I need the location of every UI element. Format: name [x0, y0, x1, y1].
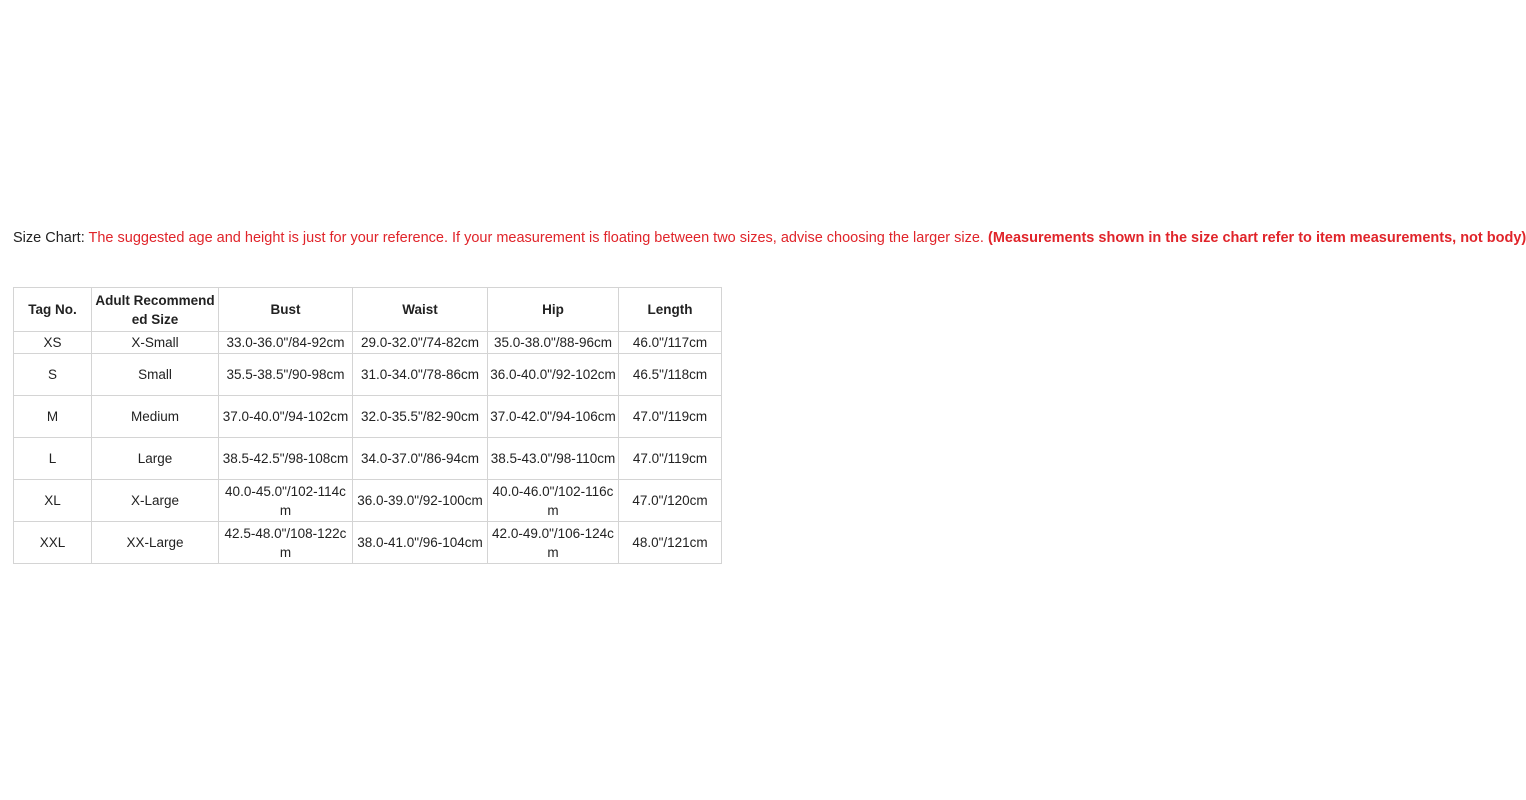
header-bust: Bust — [219, 288, 353, 332]
bust-cell: 42.5-48.0"/108-122cm — [219, 522, 353, 564]
bust-cell: 38.5-42.5"/98-108cm — [219, 438, 353, 480]
bust-cell: 35.5-38.5"/90-98cm — [219, 354, 353, 396]
hip-cell: 38.5-43.0"/98-110cm — [488, 438, 619, 480]
table-row — [14, 522, 722, 564]
waist-cell: 34.0-37.0"/86-94cm — [353, 438, 488, 480]
table-row — [14, 332, 722, 354]
header-hip: Hip — [488, 288, 619, 332]
tag-no-cell: XL — [14, 480, 92, 522]
waist-cell: 38.0-41.0"/96-104cm — [353, 522, 488, 564]
size-chart-label: Size Chart: — [13, 230, 89, 246]
recommended-size-cell: XX-Large — [92, 522, 219, 564]
size-chart-intro — [13, 222, 1526, 254]
header-length: Length — [619, 288, 722, 332]
recommended-size-cell: X-Large — [92, 480, 219, 522]
recommended-size-cell: X-Small — [92, 332, 219, 354]
waist-cell: 29.0-32.0"/74-82cm — [353, 332, 488, 354]
table-row — [14, 354, 722, 396]
hip-cell: 40.0-46.0"/102-116cm — [488, 480, 619, 522]
hip-cell: 42.0-49.0"/106-124cm — [488, 522, 619, 564]
table-row — [14, 480, 722, 522]
size-chart-table — [13, 287, 722, 564]
tag-no-cell: XS — [14, 332, 92, 354]
length-cell: 47.0"/119cm — [619, 438, 722, 480]
bust-cell: 37.0-40.0"/94-102cm — [219, 396, 353, 438]
length-cell: 48.0"/121cm — [619, 522, 722, 564]
recommended-size-cell: Large — [92, 438, 219, 480]
waist-cell: 32.0-35.5"/82-90cm — [353, 396, 488, 438]
hip-cell: 36.0-40.0"/92-102cm — [488, 354, 619, 396]
table-row — [14, 438, 722, 480]
waist-cell: 31.0-34.0"/78-86cm — [353, 354, 488, 396]
hip-cell: 37.0-42.0"/94-106cm — [488, 396, 619, 438]
length-cell: 46.5"/118cm — [619, 354, 722, 396]
header-waist: Waist — [353, 288, 488, 332]
tag-no-cell: L — [14, 438, 92, 480]
tag-no-cell: M — [14, 396, 92, 438]
length-cell: 47.0"/119cm — [619, 396, 722, 438]
table-row — [14, 396, 722, 438]
tag-no-cell: XXL — [14, 522, 92, 564]
recommended-size-cell: Small — [92, 354, 219, 396]
size-reference-note: The suggested age and height is just for your reference. If your measurement is floating between two sizes, advise choosing the larger size. — [88, 230, 988, 246]
length-cell: 47.0"/120cm — [619, 480, 722, 522]
bust-cell: 33.0-36.0"/84-92cm — [219, 332, 353, 354]
bust-cell: 40.0-45.0"/102-114cm — [219, 480, 353, 522]
measurement-emphasis-note: (Measurements shown in the size chart refer to item measurements, not body) — [988, 230, 1526, 246]
header-tag-no: Tag No. — [14, 288, 92, 332]
length-cell: 46.0"/117cm — [619, 332, 722, 354]
waist-cell: 36.0-39.0"/92-100cm — [353, 480, 488, 522]
hip-cell: 35.0-38.0"/88-96cm — [488, 332, 619, 354]
header-adult-recommended-size: Adult Recommended Size — [92, 288, 219, 332]
table-header-row — [14, 288, 722, 332]
tag-no-cell: S — [14, 354, 92, 396]
recommended-size-cell: Medium — [92, 396, 219, 438]
